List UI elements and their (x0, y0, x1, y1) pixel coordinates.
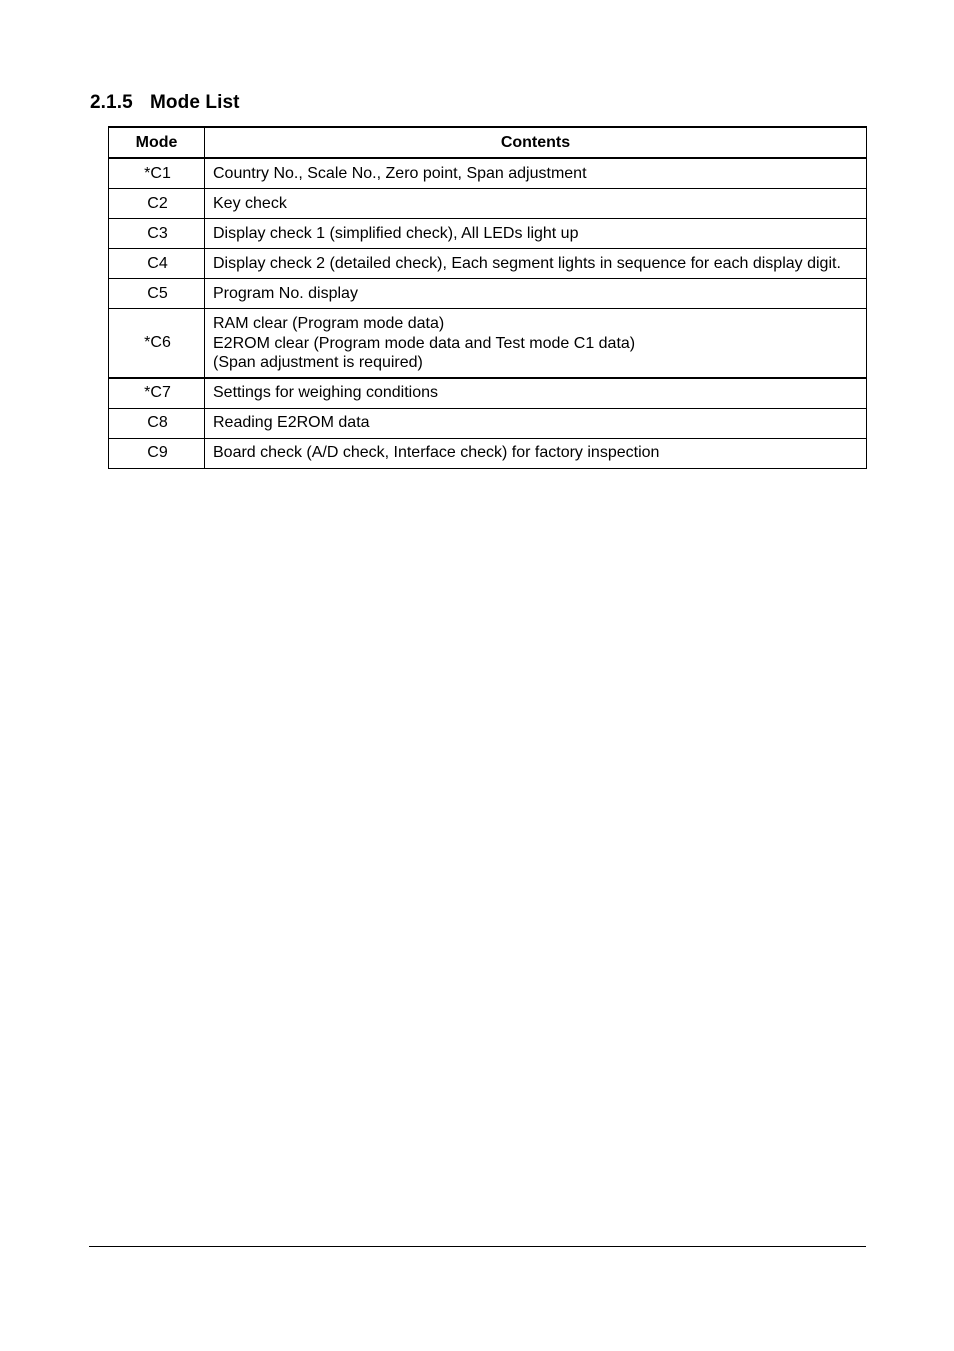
section-number: 2.1.5 (90, 92, 133, 113)
table-row (109, 249, 867, 279)
table-row (109, 378, 867, 409)
mode-cell: C9 (109, 438, 205, 468)
contents-cell: Settings for weighing conditions (205, 378, 867, 409)
table-row (109, 408, 867, 438)
table-header-row (109, 127, 867, 158)
contents-cell: Program No. display (205, 279, 867, 309)
contents-cell: Reading E2ROM data (205, 408, 867, 438)
footer-divider (89, 1246, 866, 1247)
mode-cell: C3 (109, 219, 205, 249)
table-row (109, 189, 867, 219)
contents-cell: Display check 2 (detailed check), Each segment lights in sequence for each display digit. (205, 249, 867, 279)
contents-line: RAM clear (Program mode data) (213, 315, 445, 332)
section-heading (90, 92, 240, 114)
mode-cell: *C7 (109, 378, 205, 409)
header-contents: Contents (205, 127, 867, 158)
table-row (109, 219, 867, 249)
contents-line: E2ROM clear (Program mode data and Test mode C1 data) (213, 334, 636, 352)
mode-cell: C2 (109, 189, 205, 219)
table-row (109, 309, 867, 378)
mode-cell: *C1 (109, 158, 205, 189)
contents-cell (205, 309, 867, 378)
mode-cell: C4 (109, 249, 205, 279)
section-title: Mode List (150, 92, 240, 113)
contents-cell: Board check (A/D check, Interface check) for factory inspection (205, 438, 867, 468)
table-row (109, 158, 867, 189)
contents-cell: Country No., Scale No., Zero point, Span adjustment (205, 158, 867, 189)
mode-cell: C5 (109, 279, 205, 309)
table-row (109, 438, 867, 468)
mode-list-table (108, 126, 867, 469)
mode-cell: C8 (109, 408, 205, 438)
mode-cell: *C6 (109, 309, 205, 378)
contents-line: (Span adjustment is required) (213, 354, 423, 371)
contents-cell: Key check (205, 189, 867, 219)
contents-cell: Display check 1 (simplified check), All LEDs light up (205, 219, 867, 249)
header-mode: Mode (109, 127, 205, 158)
table-row (109, 279, 867, 309)
